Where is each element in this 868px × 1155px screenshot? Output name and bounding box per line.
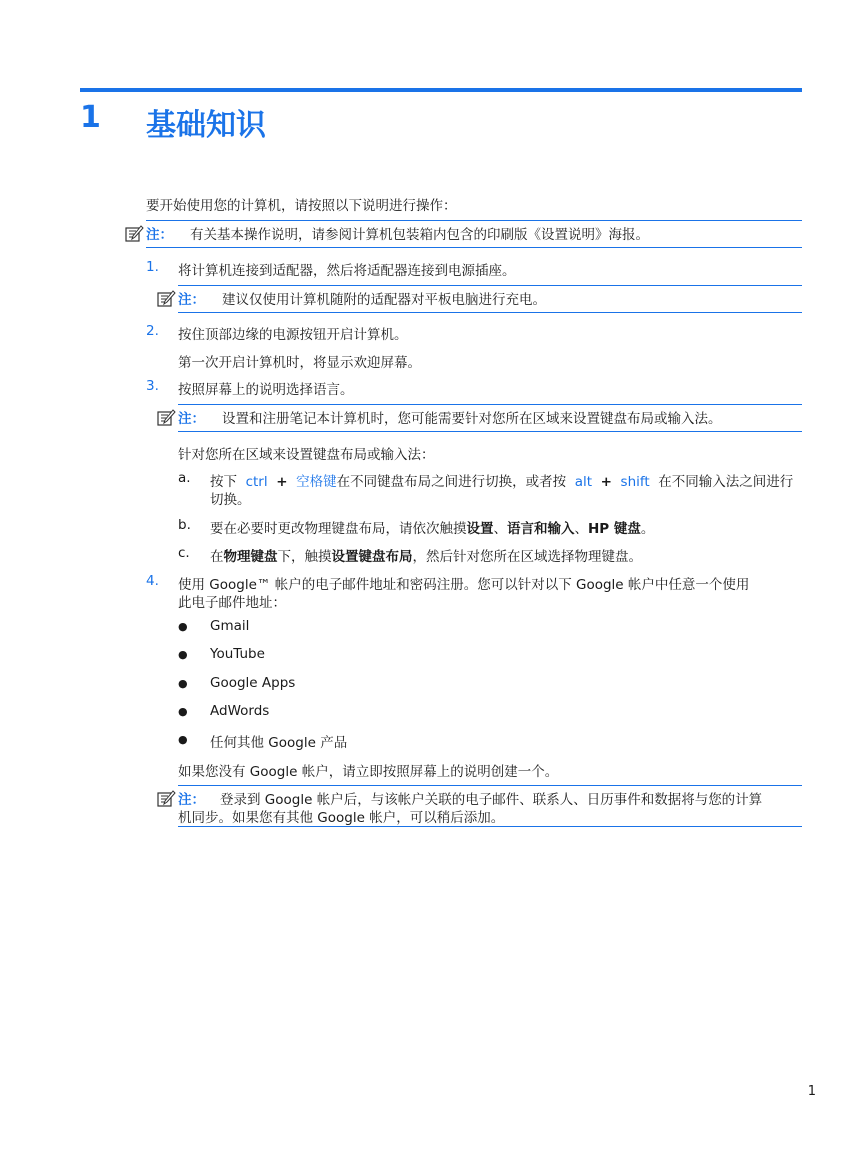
note-label: 注：	[178, 292, 205, 308]
chapter-title: 基础知识	[146, 108, 266, 143]
step-subtext: 如果您没有 Google 帐户，请立即按照屏幕上的说明创建一个。	[178, 764, 559, 780]
bullet-dot: ●	[178, 677, 188, 690]
bullet-item: Gmail	[210, 618, 250, 634]
note-icon	[156, 408, 176, 428]
step-text: 将计算机连接到适配器，然后将适配器连接到电源插座。	[178, 263, 516, 279]
substep-label: a.	[178, 470, 191, 486]
substep-text: 按下 ctrl + 空格键在不同键盘布局之间进行切换，或者按 alt + shift 在不同输入法之间进行	[210, 474, 794, 490]
key-ctrl: ctrl	[245, 474, 268, 490]
substep-text: 要在必要时更改物理键盘布局，请依次触摸设置、语言和输入、HP 键盘。	[210, 521, 655, 537]
key-alt: alt	[574, 474, 593, 490]
note-text: 设置和注册笔记本计算机时，您可能需要针对您所在区域来设置键盘布局或输入法。	[222, 411, 722, 427]
step-number: 4.	[146, 573, 159, 589]
key-space: 空格键	[296, 474, 337, 490]
note-icon	[156, 789, 176, 809]
substep-label: c.	[178, 545, 190, 561]
note-label: 注：	[146, 227, 173, 243]
note-label: 注：	[178, 411, 205, 427]
note-text-cont: 机同步。如果您有其他 Google 帐户，可以稍后添加。	[178, 810, 505, 826]
bullet-item: AdWords	[210, 703, 270, 719]
bullet-dot: ●	[178, 620, 188, 633]
bullet-dot: ●	[178, 705, 188, 718]
note-icon	[156, 289, 176, 309]
substep-label: b.	[178, 517, 191, 533]
note-text: 登录到 Google 帐户后，与该帐户关联的电子邮件、联系人、日历事件和数据将与您的计算	[220, 792, 763, 808]
note-label: 注：	[178, 792, 205, 808]
note-icon	[124, 224, 144, 244]
chapter-rule	[80, 88, 802, 92]
bullet-item: 任何其他 Google 产品	[210, 735, 348, 751]
intro-paragraph: 要开始使用您的计算机，请按照以下说明进行操作：	[146, 198, 457, 214]
step-text: 按照屏幕上的说明选择语言。	[178, 382, 354, 398]
step-number: 2.	[146, 323, 159, 339]
substep-text-cont: 切换。	[210, 492, 251, 508]
step-text: 按住顶部边缘的电源按钮开启计算机。	[178, 327, 408, 343]
step-subtext: 针对您所在区域来设置键盘布局或输入法：	[178, 447, 435, 463]
note-text: 有关基本操作说明，请参阅计算机包装箱内包含的印刷版《设置说明》海报。	[190, 227, 649, 243]
note-text: 建议仅使用计算机随附的适配器对平板电脑进行充电。	[222, 292, 546, 308]
bullet-dot: ●	[178, 648, 188, 661]
step-number: 1.	[146, 259, 159, 275]
bullet-item: YouTube	[210, 646, 265, 662]
bullet-dot: ●	[178, 733, 188, 746]
step-subtext: 第一次开启计算机时，将显示欢迎屏幕。	[178, 355, 421, 371]
chapter-number: 1	[80, 100, 101, 135]
step-text-cont: 此电子邮件地址：	[178, 595, 286, 611]
page-number: 1	[807, 1084, 816, 1099]
step-number: 3.	[146, 378, 159, 394]
step-text: 使用 Google™ 帐户的电子邮件地址和密码注册。您可以针对以下 Google 帐户中任意一个使用	[178, 577, 750, 593]
key-shift: shift	[620, 474, 650, 490]
bullet-item: Google Apps	[210, 675, 296, 691]
substep-text: 在物理键盘下，触摸设置键盘布局，然后针对您所在区域选择物理键盘。	[210, 549, 642, 565]
